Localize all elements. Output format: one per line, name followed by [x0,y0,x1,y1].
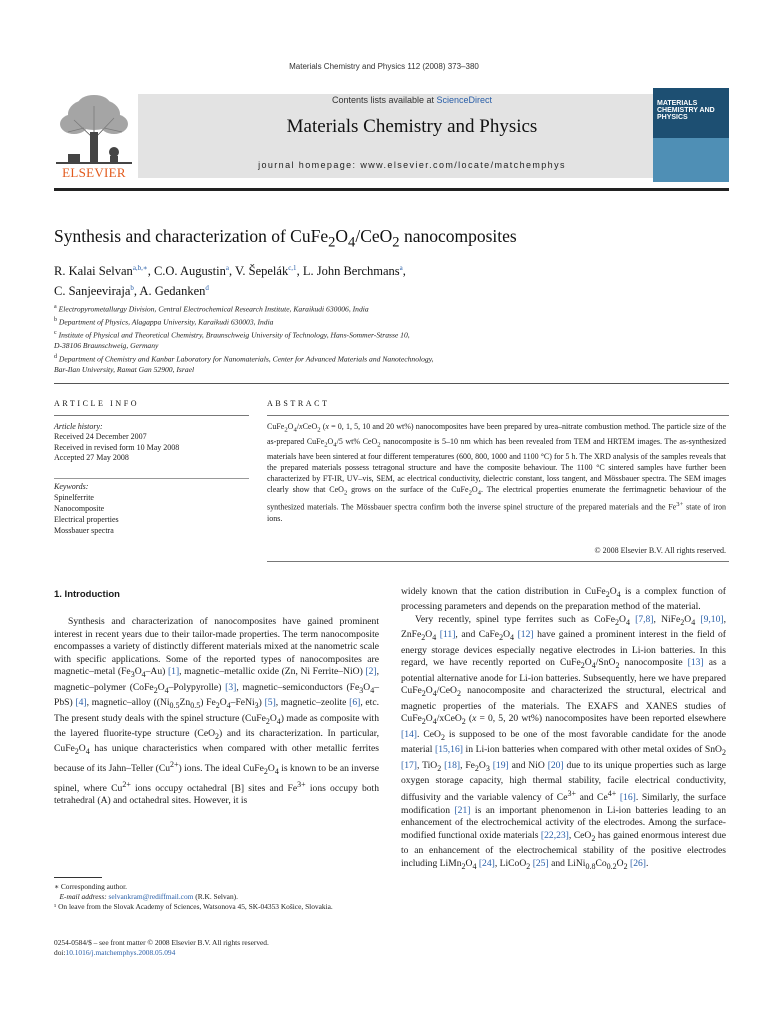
abstract-rule-bottom [267,561,729,562]
author-list: R. Kalai Selvan$^{a,b,∗}$, C.O. Augustin$^a$, V. Šepelák$^{c,1}$, L. John Berchmans$^a$, C. Sanjeeviraja$^b$, A. Gedanken$^d$ [54,264,406,299]
journal-title: Materials Chemistry and Physics [286,116,538,137]
abstract-copyright: © 2008 Elsevier B.V. All rights reserved. [594,546,726,555]
sciencedirect-link[interactable]: ScienceDirect [436,95,493,105]
article-title: Synthesis and characterization of $CuFe_2O_4/CeO_2$ nanocomposites [54,226,517,251]
article-info-rule [54,415,249,416]
history-item: Received in revised form 10 May 2008 [54,442,180,452]
keyword-item: Spinelferrite [54,493,94,502]
header-rule [54,188,729,191]
journal-cover-image [653,88,729,182]
history-item: Accepted 27 May 2008 [54,453,129,463]
journal-homepage[interactable]: journal homepage: www.elsevier.com/locate/matchemphys [258,160,566,170]
footnotes [54,882,379,912]
doi-prefix: doi: [54,948,66,957]
body-column-right [401,586,726,873]
keywords-block [54,481,249,536]
keyword-item: Mossbauer spectra [54,526,114,535]
section-rule [54,383,729,384]
footnote-1: ¹ On leave from the Slovak Academy of Sciences, Watsonova 45, SK-04353 Košice, Slovakia. [54,902,333,911]
abstract-heading: ABSTRACT [267,399,330,408]
keyword-item: Electrical properties [54,515,119,524]
cover-strip [653,138,729,182]
abstract-rule-top [267,415,729,416]
doi-line [54,948,379,958]
keywords-label: Keywords: [54,482,89,491]
email-link[interactable]: selvankram@rediffmail.com [108,892,194,901]
journal-reference: Materials Chemistry and Physics 112 (2008) 373–380 [289,62,479,71]
contents-prefix: Contents lists available at [331,95,437,105]
affiliations: $^a$ Electropyrometallurgy Division, Central Electrochemical Research Institute, Karaikudi 630006, India $^b$ Department of Physics, Alagappa University, Karaikudi 630003, India $^c$ Institute of Physical and Theoretical Chemistry, Braunschweig University of Technology, Hans-Sommer-Strasse 10, D-38106 Braunschweig, Germany $^d$ Department of Chemistry and Kanbar Laboratory for Nanomaterials, Center for Advanced Materials and Nanotechnology, Bar-Ilan University, Ramat Gan 52900, Israel [54,304,434,375]
email-suffix: (R.K. Selvan). [193,892,238,901]
front-matter-line: 0254-0584/$ – see front matter © 2008 Elsevier B.V. All rights reserved. [54,938,269,947]
article-history [54,422,249,464]
email-note [54,892,379,902]
history-label: Article history: [54,422,103,431]
corresponding-author-note: ∗ Corresponding author. [54,882,127,891]
article-info-heading: ARTICLE INFO [54,399,140,408]
abstract-text: $CuFe_2O_4/xCeO_2$ (x = 0, 1, 5, 10 and 20 wt%) nanocomposites have been prepared by urea–nitrate combustion method. The particle size of the as-prepared $CuFe_2O_4/5$ wt% CeO$_2$ nanocomposite is 5–10 nm which has been revealed from TEM and HRTEM images. The as-synthesized materials have been sintered at four different temperatures (600, 800, 1000 and 1100 °C) for 5 h. The XRD analysis of the samples reveals that the prepared materials possess tetragonal structure and have the composite behaviour. The 1100 °C sintered samples have further been characterized by FT-IR, UV–vis, SEM, ac electrical conductivity, dielectric constant, loss tangent, and Mössbauer spectra. The SEM images clearly show that CeO$_2$ grows on the surface of the $CuFe_2O_4$. The electrical properties enumerate the ferrimagnetic behaviour of the synthesized materials. The Mössbauer spectra confirm both the inverse spinel structure of the prepared materials and the $Fe^{3+}$ state of iron ions. [267,422,727,523]
paragraph: Very recently, spinel type ferrites such as $CoFe_2O_4$ [7,8], $NiFe_2O_4$ [9,10], $ZnFe_2O_4$ [11], and $CaFe_2O_4$ [12] have gained a prominent interest in the field of energy storage devices especially negative electrodes in Li-ion batteries. In this regard, we have recently reported on $CuFe_2O_4/SnO_2$ nanocomposite [13] as a potential alternative anode for Li-ion batteries. Subsequently, here we have prepared $CuFe_2O_4/CeO_2$ nanocomposite and characterized the structural, electrical and magnetic properties of the materials. The EXAFS and XANES studies of $CuFe_2O_4/xCeO_2$ (x = 0, 5, 20 wt%) nanocomposites have been reported elsewhere [14]. CeO$_2$ is supposed to be one of the most favorable candidate for the anode material [15,16] in Li-ion batteries when compared with other metal oxides of SnO$_2$ [17], TiO$_2$ [18], $Fe_2O_3$ [19] and NiO [20] due to its unique properties such as large oxygen storage capacity, high thermal stability, facile electrical conductivity, diffusivity and the variable valency of $Ce^{3+}$ and $Ce^{4+}$ [16]. Similarly, the surface modification [21] is an important phenomenon in Li-ion batteries leading to an enhancement of the electrochemical activity of the electrodes. Among the surface-modified functional oxide materials [22,23], CeO$_2$ has gained enormous interest due to an enhancement of the electrochemical stability of the positive electrodes including $LiMn_2O_4$ [24], LiCoO$_2$ [25] and $LiNi_{0.8}Co_{0.2}O_2$ [26]. [401,614,727,871]
introduction-heading: 1. Introduction [54,589,120,600]
paragraph: Synthesis and characterization of nanocomposites have gained prominent interest in recent years due to their tailor-made properties. The term nanocomposite encompasses a variety of distinctly different materials mixed at the nanometric scale with specific applications. Some of the reported types of nanocomposites are magnetic–metal $(Fe_3O_4-Au)$ [1], magnetic–metallic oxide (Zn, Ni Ferrite–NiO) [2], magnetic–polymer $(CoFe_2O_4-Polypyrolle)$ [3], magnetic–semiconductors $(Fe_3O_4-PbS)$ [4], magnetic–alloy ($(Ni_{0.5}Zn_{0.5})$ $Fe_2O_4-FeNi_3$) [5], magnetic–zeolite [6], etc. The present study deals with the spinel structure $(CuFe_2O_4)$ made as composite with the layered fluorite-type structure (CeO$_2$) and its characterization. In particular, $CuFe_2O_4$ has unique characteristics when compared with other metallic ferrites because of its Jahn–Teller $(Cu^{2+})$ ions. The ideal $CuFe_2O_4$ is known to be an inverse spinel, where $Cu^{2+}$ ions occupy octahedral [B] sites and $Fe^{3+}$ ions occupy both tetrahedral (A) and octahedral sites. However, it is [54,616,380,807]
doi-link[interactable]: 10.1016/j.matchemphys.2008.05.094 [65,948,176,957]
publisher-name: ELSEVIER [62,165,126,180]
cover-title: MATERIALS CHEMISTRY AND PHYSICS [657,100,715,121]
footnote-rule [54,877,102,878]
paragraph: widely known that the cation distribution in $CuFe_2O_4$ is a complex function of processing parameters and depends on the preparation method of the material. [401,586,726,613]
keywords-rule [54,478,249,479]
issn-block [54,938,379,958]
keyword-item: Nanocomposite [54,504,105,513]
body-column-left [54,616,379,808]
header-panel [138,94,686,178]
history-item: Received 24 December 2007 [54,432,147,442]
email-label: E-mail address: [59,892,109,901]
contents-line [138,95,686,105]
journal-masthead [54,88,729,185]
